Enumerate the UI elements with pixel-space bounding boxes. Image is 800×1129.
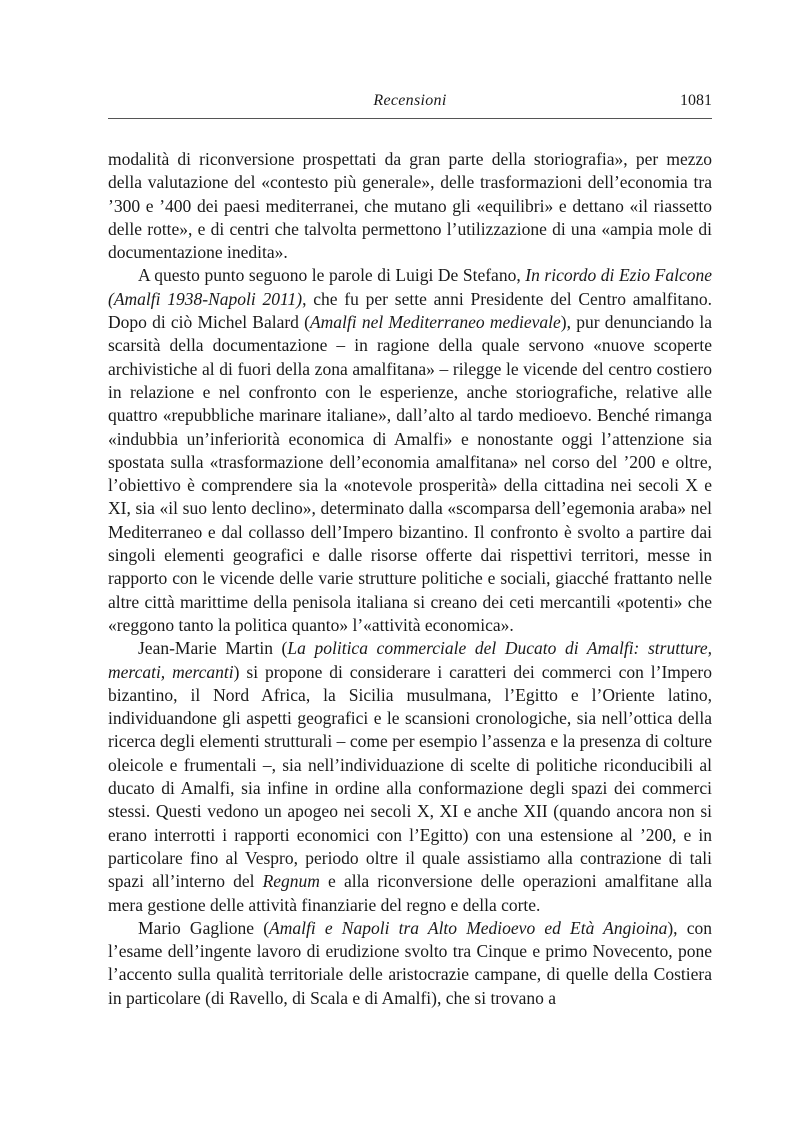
italic-title-run: Amalfi e Napoli tra Alto Medioevo ed Età Angioina [269, 917, 668, 938]
italic-title-run: In ricordo di Ezio Falcone (Amalfi 1938-Napoli 2011) [108, 265, 712, 309]
text-run: modalità di riconversione prospettati da gran parte della storiografia», per mezzo della valutazione del «contesto più generale», delle trasformazioni dell’economia tra ’300 e ’400 dei paesi mediterranei, che mutano gli «equilibri» e dettano «il riassetto delle rotte», e di centri che talvolta permettono l’utilizzazione di una «ampia mole di documentazione inedita». [108, 149, 712, 263]
running-header [108, 92, 712, 119]
page-number: 1081 [680, 92, 712, 109]
text-run: ), pur denunciando la scarsità della documentazione – in ragione della quale servono «nuove scoperte archivistiche al di fuori della zona amalfitana» – rilegge le vicende del centro costiero in relazione e nel confronto con le esperienze, anche storiografiche, relative alle quattro «repubbliche marinare italiane», dall’alto al tardo medioevo. Benché rimanga «indubbia un’inferiorità economica di Amalfi» e nonostante oggi l’attenzione sia spostata sulla «trasformazione dell’economia amalfitana» nel corso del ’200 e oltre, l’obiettivo è comprendere sia la «notevole prosperità» della cittadina nei secoli X e XI, sia «il suo lento declino», determinato dalla «scomparsa dell’egemonia araba» nel Mediterraneo e dal collasso dell’Impero bizantino. Il confronto è svolto a partire dai singoli elementi geografici e dalle risorse offerte dai rispettivi territori, messe in rapporto con le vicende delle varie strutture politiche e sociali, giacché frattanto nelle altre città marittime della penisola italiana si creano dei ceti mercantili «potenti» che «reggono tanto la politica quanto» l’«attività economica». [108, 312, 712, 635]
paragraph [108, 637, 712, 917]
text-run: Jean-Marie Martin ( [138, 638, 288, 659]
text-run: A questo punto seguono le parole di Luigi De Stefano, [138, 265, 526, 286]
text-run: ) si propone di considerare i caratteri dei commerci con l’Impero bizantino, il Nord Africa, la Sicilia musulmana, l’Egitto e l’Oriente latino, individuandone gli aspetti geografici e le scansioni cronologiche, sia nell’ottica della ricerca degli elementi strutturali – come per esempio l’assenza e la presenza di colture oleicole e frumentali –, sia nell’individuazione di scelte di politiche riconducibili al ducato di Amalfi, sia infine in ordine alla conformazione degli spazi dei commerci stessi. Questi vedono un apogeo nei secoli X, XI e anche XII (quando ancora non si erano interrotti i rapporti economici con l’Egitto) con una estensione al ’200, e in particolare fino al Vespro, periodo oltre il quale assistiamo alla contrazione di tali spazi all’interno del [108, 661, 712, 892]
paragraph [108, 917, 712, 1010]
italic-title-run: Regnum [262, 871, 320, 892]
running-head-title: Recensioni [373, 92, 447, 109]
body-text [108, 148, 712, 1010]
text-run: ), con l’esame dell’ingente lavoro di erudizione svolto tra Cinque e primo Novecento, pone l’accento sulla qualità territoriale delle aristocrazie campane, di quelle della Costiera in particolare (di Ravello, di Scala e di Amalfi), che si trovano a [108, 917, 712, 1008]
text-run: e alla riconversione delle operazioni amalfitane alla mera gestione delle attività finanziarie del regno e della corte. [108, 871, 712, 915]
italic-title-run: La politica commerciale del Ducato di Amalfi: strutture, mercati, mercanti [108, 638, 713, 682]
italic-title-run: Amalfi nel Mediterraneo medievale [309, 312, 561, 333]
paragraph [108, 148, 712, 264]
text-run: Mario Gaglione ( [138, 917, 270, 938]
paragraph [108, 264, 712, 637]
text-run: , che fu per sette anni Presidente del Centro amalfitano. Dopo di ciò Michel Balard ( [108, 288, 712, 333]
